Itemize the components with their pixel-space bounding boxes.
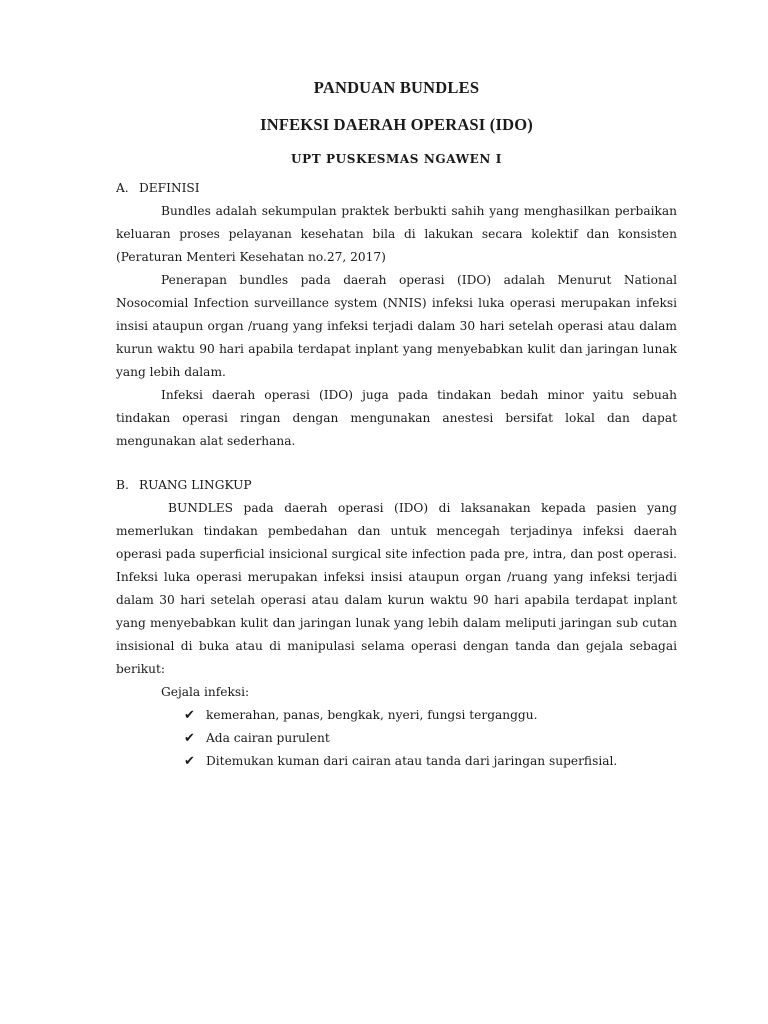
checkmark-icon: ✔ [184,754,195,769]
list-item [116,750,677,773]
institution-name: UPT PUSKESMAS NGAWEN I [291,152,502,166]
section-a-heading [116,177,677,200]
scope-paragraph: BUNDLES pada daerah operasi (IDO) di laksanakan kepada pasien yang memerlukan tindakan pembedahan dan untuk mencegah terjadinya infeksi daerah operasi pada superficial insicional surgical site infection pada pre, intra, dan post operasi. Infeksi luka operasi merupakan infeksi insisi ataupun organ /ruang yang infeksi terjadi dalam 30 hari setelah operasi atau dalam kurun waktu 90 hari apabila terdapat inplant yang menyebabkan kulit dan jaringan lunak yang lebih dalam meliputi jaringan sub cutan insisional di buka atau di manipulasi selama operasi dengan tanda dan gejala sebagai berikut: [116,501,677,676]
section-b-letter: B. [116,478,129,492]
checkmark-icon: ✔ [184,708,195,723]
document-subject: INFEKSI DAERAH OPERASI (IDO) [260,115,533,134]
definition-paragraph: Bundles adalah sekumpulan praktek berbukti sahih yang menghasilkan perbaikan keluaran proses pelayanan kesehatan bila di lakukan secara kolektif dan konsisten (Peraturan Menteri Kesehatan no.27, 2017) [116,204,677,264]
section-a-letter: A. [116,181,129,195]
section-b-heading [116,474,677,497]
symptom-text: Ditemukan kuman dari cairan atau tanda dari jaringan superfisial. [206,754,618,768]
list-item [116,704,677,727]
symptom-text: Ada cairan purulent [206,731,330,745]
minor-surgery-paragraph: Infeksi daerah operasi (IDO) juga pada tindakan bedah minor yaitu sebuah tindakan operasi ringan dengan mengunakan anestesi bersifat lokal dan dapat mengunakan alat sederhana. [116,388,677,448]
symptom-text: kemerahan, panas, bengkak, nyeri, fungsi terganggu. [206,708,538,722]
symptoms-label: Gejala infeksi: [161,685,250,699]
symptoms-list [116,704,677,773]
document-page [116,76,677,773]
section-b-title: RUANG LINGKUP [139,478,252,492]
checkmark-icon: ✔ [184,731,195,746]
list-item [116,727,677,750]
application-paragraph: Penerapan bundles pada daerah operasi (IDO) adalah Menurut National Nosocomial Infection surveillance system (NNIS) infeksi luka operasi merupakan infeksi insisi ataupun organ /ruang yang infeksi terjadi dalam 30 hari setelah operasi atau dalam kurun waktu 90 hari apabila terdapat inplant yang menyebabkan kulit dan jaringan lunak yang lebih dalam. [116,273,677,379]
document-title: PANDUAN BUNDLES [313,78,480,97]
section-a-title: DEFINISI [139,181,200,195]
